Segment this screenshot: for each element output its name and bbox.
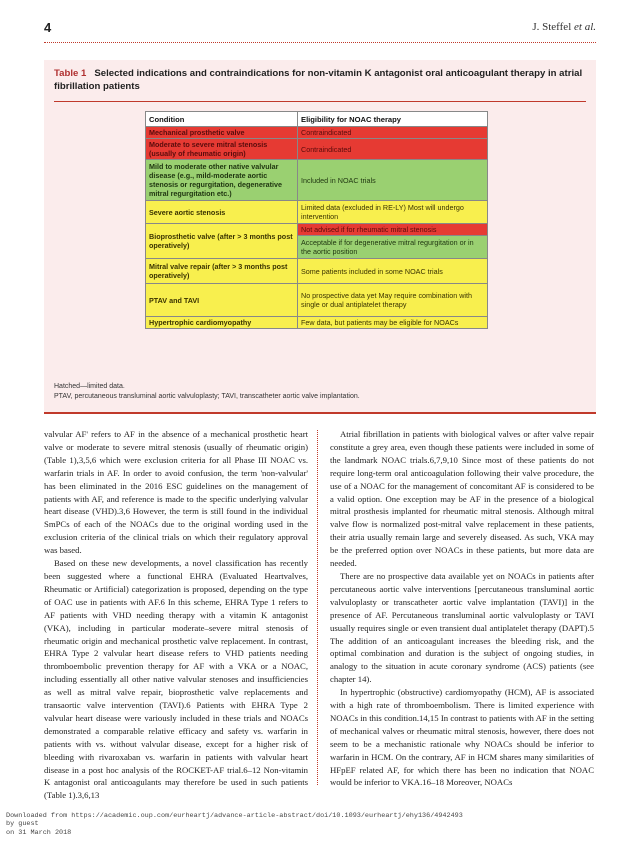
condition-cell: Bioprosthetic valve (after > 3 months post operatively) xyxy=(146,224,298,259)
table-row xyxy=(146,224,488,236)
eligibility-cell: Some patients included in some NOAC trials xyxy=(298,259,488,284)
eligibility-cell: Limited data (excluded in RE-LY) Most will undergo intervention xyxy=(298,201,488,224)
condition-cell: Mechanical prosthetic valve xyxy=(146,127,298,139)
running-head-suffix: et al. xyxy=(574,21,596,33)
eligibility-cell: Included in NOAC trials xyxy=(298,160,488,201)
header-rule xyxy=(44,42,596,43)
footnote-abbreviations: PTAV, percutaneous transluminal aortic valvuloplasty; TAVI, transcatheter aortic valve implantation. xyxy=(54,393,360,400)
column-divider xyxy=(317,430,318,785)
page-number: 4 xyxy=(44,20,52,35)
header-condition: Condition xyxy=(146,112,298,127)
valve-eligibility-table xyxy=(145,111,488,329)
condition-cell: Severe aortic stenosis xyxy=(146,201,298,224)
condition-cell: Moderate to severe mitral stenosis (usually of rheumatic origin) xyxy=(146,139,298,160)
body-paragraph: valvular AF' refers to AF in the absence of a mechanical prosthetic heart valve or moderate to severe mitral stenosis (usually of rheumatic origin) (Table 1),3,5,6 which were exclusion criteria for all Phase III NOAC vs. warfarin trials in AF. In order to avoid confusion, the term 'non-valvular' has been eliminated in the 2016 ESC guidelines on the management of patients with AF, and reference is made to the specific underlying valvular heart disease (VHD).3,6 However, the term is still found in the individual SmPCs of each of the NOACs due to the original wording used in the exclusion criteria of the clinical trials on which their regulatory approval was based. xyxy=(44,429,308,556)
table-row xyxy=(146,201,488,224)
eligibility-cell: No prospective data yet May require combination with single or dual antiplatelet therapy xyxy=(298,284,488,317)
caption-rule xyxy=(54,101,586,102)
running-head xyxy=(532,21,596,33)
body-paragraph: In hypertrophic (obstructive) cardiomyopathy (HCM), AF is associated with a high rate of thromboembolism. There is limited experience with NOACs in this condition.14,15 In contrast to patients with AF in the setting of mechanical valves or rheumatic mitral stenosis, however, there does not seem to be a mechanistic rationale why NOACs should be inferior to warfarin in HCM. On the contrary, AF in HCM shares many similarities of HFpEF related AF, for which there has been no indication that NOAC would be inferior to VKA.16–18 Moreover, NOACs xyxy=(330,687,594,788)
running-head-author: J. Steffel xyxy=(532,21,572,33)
body-paragraph: Based on these new developments, a novel classification has recently been suggested where a functional EHRA (Evaluated Heartvalves, Rheumatic or Artificial) categorization is proposed, depending on the type of OAC use in patients with AF.6 In this scheme, EHRA Type 1 refers to AF patients with VHD needing therapy with a vitamin K antagonist (VKA), including in particular moderate–severe mitral stenosis of rheumatic origin and mechanical prosthetic valve replacement. In contrast, EHRA Type 2 valvular heart disease refers to VHD patients needing thromboembolic prevention therapy for AF with a VKA or a NOAC, including essentially all other native valvular stenoses and insufficiencies as well as mitral valve repair, bioprosthetic valve replacements and transaortic valve intervention (TAVI).6 Patients with EHRA Type 2 valvular heart disease were variously included in these trials and NOACs demonstrated a comparable relative efficacy and safety vs. warfarin in patients with vs. without valvular disease, except for a higher risk of bleeding with rivaroxaban vs. warfarin in patients with valvular heart disease in a post hoc analysis of the ROCKET-AF trial.6–12 Non-vitamin K antagonist oral anticoagulants may therefore be used in such patients (Table 1).3,6,13 xyxy=(44,558,308,801)
condition-cell: Mitral valve repair (after > 3 months post operatively) xyxy=(146,259,298,284)
table-row xyxy=(146,139,488,160)
eligibility-cell: Contraindicated xyxy=(298,127,488,139)
body-column-left xyxy=(44,428,308,802)
condition-cell: Mild to moderate other native valvular disease (e.g., mild-moderate aortic stenosis or regurgitation, degenerative mitral regurgitation etc.) xyxy=(146,160,298,201)
body-column-right xyxy=(330,428,594,789)
header-eligibility: Eligibility for NOAC therapy xyxy=(298,112,488,127)
table-row xyxy=(146,317,488,329)
eligibility-cell: Acceptable if for degenerative mitral regurgitation or in the aortic position xyxy=(298,236,488,259)
table-row xyxy=(146,160,488,201)
eligibility-cell: Contraindicated xyxy=(298,139,488,160)
eligibility-cell: Not advised if for rheumatic mitral stenosis xyxy=(298,224,488,236)
table-header-row xyxy=(146,112,488,127)
table-caption xyxy=(54,68,584,93)
download-watermark: Downloaded from https://academic.oup.com/eurheartj/advance-article-abstract/doi/10.1093/eurheartj/ehy136/4942493 by guest on 31 March 2018 xyxy=(6,812,463,837)
table-label: Table 1 xyxy=(54,68,87,79)
table-row xyxy=(146,127,488,139)
table-row xyxy=(146,284,488,317)
eligibility-cell: Few data, but patients may be eligible for NOACs xyxy=(298,317,488,329)
body-paragraph: Atrial fibrillation in patients with biological valves or after valve repair constitute a grey area, even though these patients were included in some of the landmark NOAC trials.6,7,9,10 Since most of these patients do not require long-term oral anticoagulation following their valve procedure, the use of a NOAC for the management of concomitant AF is considered to be a valid option. One exception may be AF in the presence of a biological mitral prosthesis implanted for rheumatic mitral stenosis. Although mitral valve flow is normalized post-mitral valve replacement in these patients, their atria usually remain large and severely diseased. As such, VKA may be the preferred option over NOACs in these patients, but more data are needed. xyxy=(330,429,594,569)
condition-cell: Hypertrophic cardiomyopathy xyxy=(146,317,298,329)
footnote-hatched: Hatched—limited data. xyxy=(54,383,125,390)
table-caption-text: Selected indications and contraindications for non-vitamin K antagonist oral anticoagulant therapy in atrial fibrillation patients xyxy=(54,68,583,92)
table-panel xyxy=(44,60,596,414)
table-row xyxy=(146,259,488,284)
body-paragraph: There are no prospective data available yet on NOACs in patients after percutaneous aortic valve interventions [percutaneous transluminal aortic valvuloplasty or transcatheter aortic valve implantation (TAVI)] in the presence of AF. Percutaneous transluminal aortic valvuloplasty or TAVI usually requires single or even transient dual antiplatelet therapy (DAPT).5 The addition of an anticoagulant increases the bleeding risk, and the optimal combination and duration is the subject of ongoing studies, in analogy to the situation in acute coronary syndrome (ACS) patients (see chapter 14). xyxy=(330,570,594,685)
condition-cell: PTAV and TAVI xyxy=(146,284,298,317)
table-footnotes xyxy=(54,382,360,402)
